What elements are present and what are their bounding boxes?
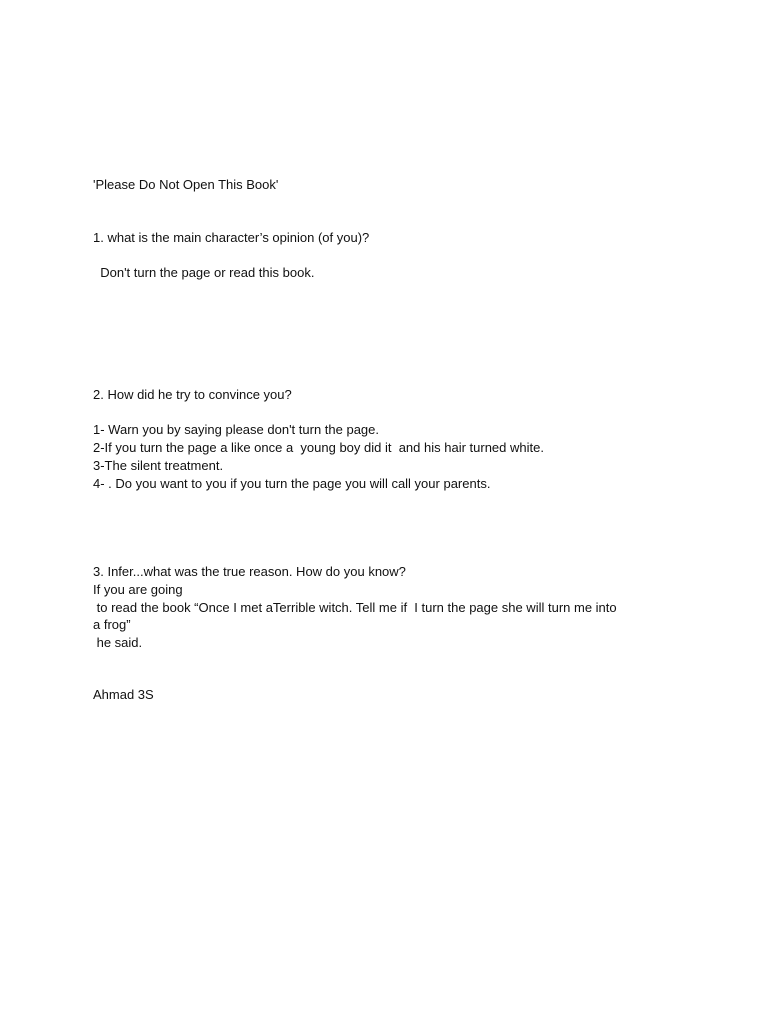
answer-2-line-2: 2-If you turn the page a like once a young boy did it and his hair turned white.: [93, 440, 544, 455]
answer-3-line-2: to read the book “Once I met aTerrible witch. Tell me if I turn the page she will turn me into: [93, 600, 617, 615]
question-3: 3. Infer...what was the true reason. How do you know?: [93, 564, 406, 579]
document-title: 'Please Do Not Open This Book': [93, 177, 279, 192]
author-name: Ahmad 3S: [93, 687, 154, 702]
question-2: 2. How did he try to convince you?: [93, 387, 292, 402]
answer-3-line-1: If you are going: [93, 582, 183, 597]
answer-3-line-3: a frog”: [93, 617, 131, 632]
answer-2-line-4: 4- . Do you want to you if you turn the page you will call your parents.: [93, 476, 491, 491]
answer-2-line-3: 3-The silent treatment.: [93, 458, 224, 473]
question-1: 1. what is the main character’s opinion (of you)?: [93, 230, 370, 245]
answer-3-line-4: he said.: [93, 635, 143, 650]
answer-2-line-1: 1- Warn you by saying please don't turn the page.: [93, 422, 380, 437]
answer-1: Don't turn the page or read this book.: [93, 265, 315, 280]
